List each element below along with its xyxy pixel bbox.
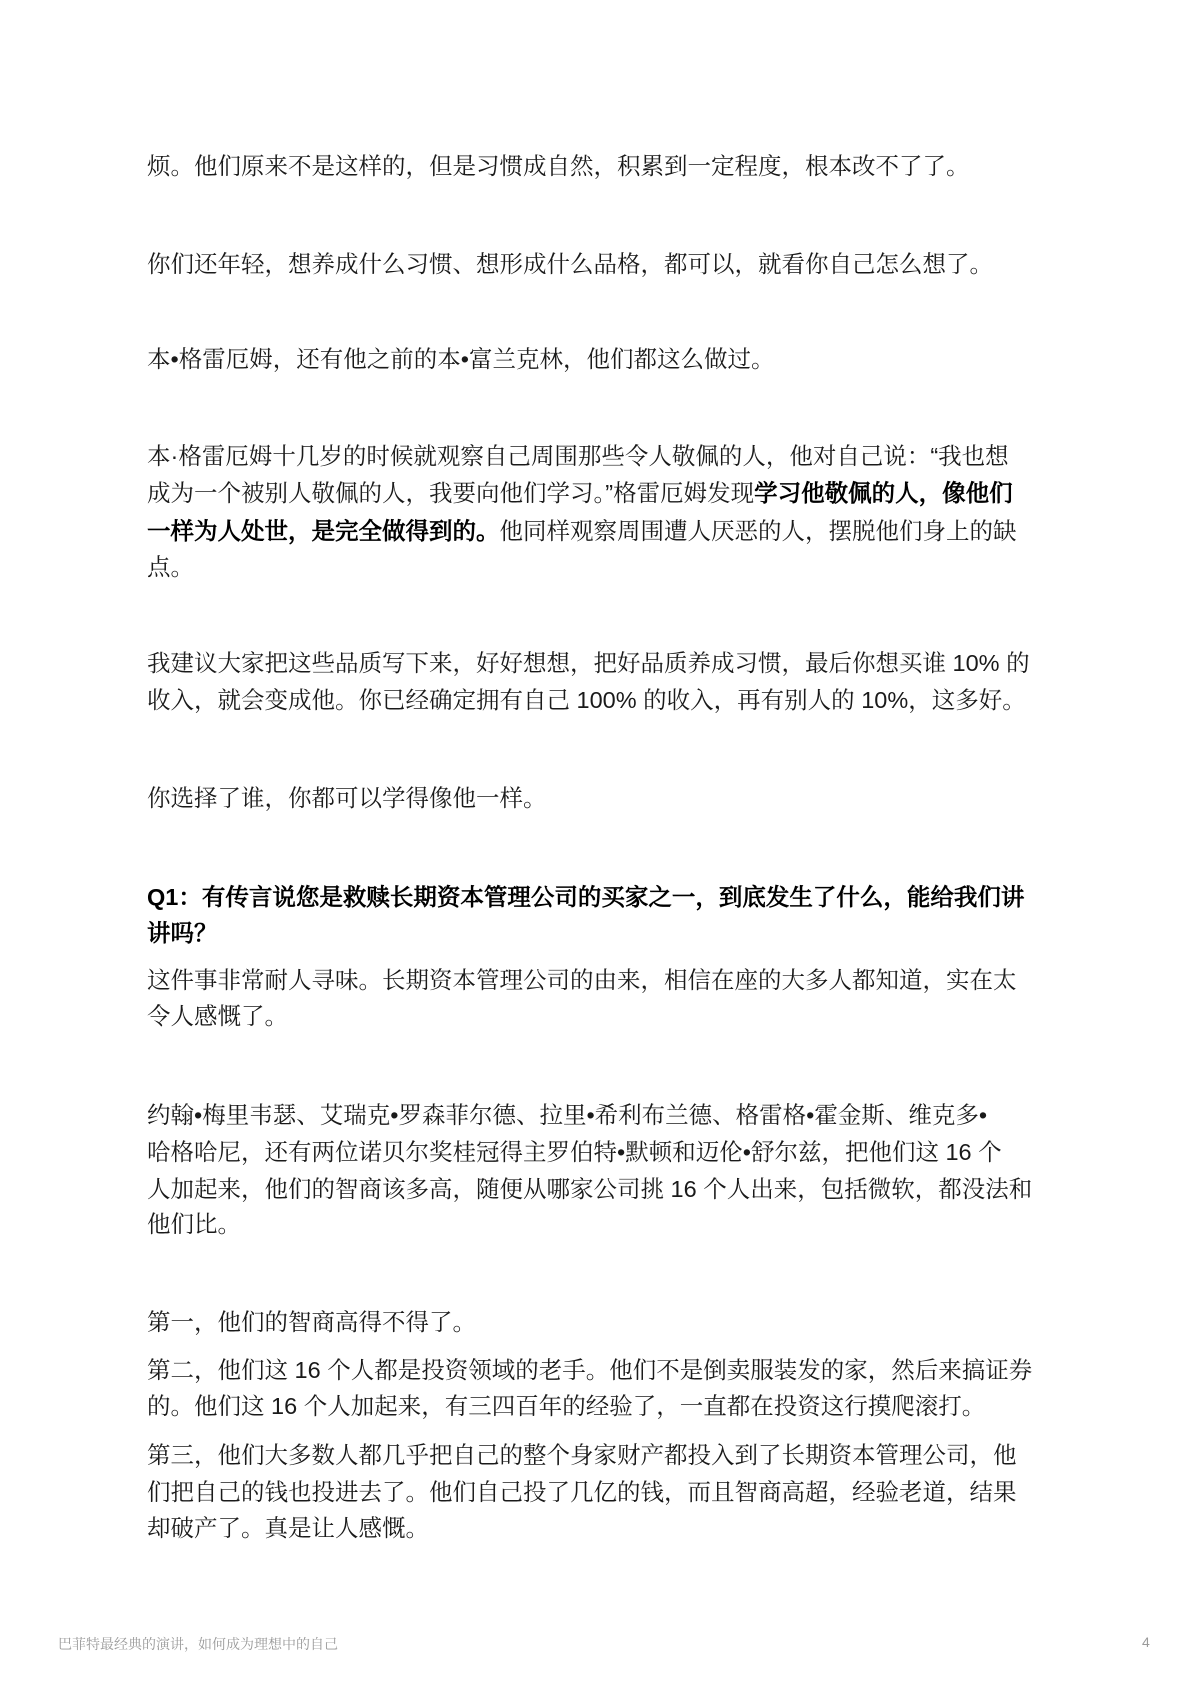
text-run: 第三，他们大多数人都几乎把自己的整个身家财产都投入到了长期资本管理公司，他 (147, 1442, 1017, 1468)
text-line (147, 648, 1030, 678)
text-run: 他们比。 (147, 1211, 241, 1237)
text-line (147, 1355, 1032, 1385)
text-run: 约翰•梅里韦瑟、艾瑞克•罗森菲尔德、拉里•希利布兰德、格雷格•霍金斯、维克多• (147, 1102, 988, 1128)
text-line (147, 441, 1009, 471)
text-run: 人加起来，他们的智商该多高，随便从哪家公司挑 16 个人出来，包括微软，都没法和 (147, 1176, 1033, 1202)
text-line (147, 1513, 429, 1543)
text-line (147, 1001, 288, 1031)
text-line (147, 882, 1024, 912)
text-line (147, 478, 1013, 508)
text-run: 成为一个被别人敬佩的人，我要向他们学习。”格雷厄姆发现 (147, 480, 755, 506)
text-line (147, 1209, 241, 1239)
text-line (147, 151, 970, 181)
bold-text: 讲吗？ (147, 920, 218, 946)
text-line (147, 1137, 1002, 1167)
bold-text: 一样为人处世，是完全做得到的。 (147, 518, 500, 544)
text-line (147, 1477, 1017, 1507)
text-line (147, 249, 993, 279)
text-run: 本·格雷厄姆十几岁的时候就观察自己周围那些令人敬佩的人，他对自己说：“我也想 (147, 443, 1009, 469)
text-line (147, 552, 194, 582)
text-run: 却破产了。真是让人感慨。 (147, 1515, 429, 1541)
text-run: 本•格雷厄姆，还有他之前的本•富兰克林，他们都这么做过。 (147, 346, 775, 372)
text-line (147, 1100, 987, 1130)
text-run: 你选择了谁，你都可以学得像他一样。 (147, 785, 547, 811)
text-line (147, 685, 1026, 715)
text-line (147, 965, 1017, 995)
text-line (147, 918, 218, 948)
text-run: 令人感慨了。 (147, 1003, 288, 1029)
text-run: 们把自己的钱也投进去了。他们自己投了几亿的钱，而且智商高超，经验老道，结果 (147, 1479, 1017, 1505)
text-line (147, 344, 774, 374)
footer-title: 巴菲特最经典的演讲，如何成为理想中的自己 (58, 1636, 338, 1652)
text-run: 我建议大家把这些品质写下来，好好想想，把好品质养成习惯，最后你想买谁 10% 的 (147, 650, 1030, 676)
text-line (147, 516, 1017, 546)
text-run: 哈格哈尼，还有两位诺贝尔奖桂冠得主罗伯特•默顿和迈伦•舒尔兹，把他们这 16 个 (147, 1139, 1002, 1165)
text-run: 第二，他们这 16 个人都是投资领域的老手。他们不是倒卖服装发的家，然后来搞证券 (147, 1357, 1033, 1383)
text-line (147, 1307, 476, 1337)
text-run: 点。 (147, 554, 194, 580)
text-line (147, 1174, 1032, 1204)
text-run: 的。他们这 16 个人加起来，有三四百年的经验了，一直都在投资这行摸爬滚打。 (147, 1393, 986, 1419)
text-run: 他同样观察周围遭人厌恶的人，摆脱他们身上的缺 (499, 518, 1017, 544)
text-line (147, 783, 547, 813)
bold-text: Q1：有传言说您是救赎长期资本管理公司的买家之一，到底发生了什么，能给我们讲 (147, 884, 1025, 910)
text-run: 烦。他们原来不是这样的，但是习惯成自然，积累到一定程度，根本改不了了。 (147, 153, 970, 179)
bold-text: 学习他敬佩的人，像他们 (754, 480, 1013, 506)
text-run: 这件事非常耐人寻味。长期资本管理公司的由来，相信在座的大多人都知道，实在太 (147, 967, 1017, 993)
text-line (147, 1391, 985, 1421)
text-run: 收入，就会变成他。你已经确定拥有自己 100% 的收入，再有别人的 10%，这多好。 (147, 687, 1026, 713)
text-line (147, 1440, 1017, 1470)
text-run: 第一，他们的智商高得不得了。 (147, 1309, 476, 1335)
text-run: 你们还年轻，想养成什么习惯、想形成什么品格，都可以，就看你自己怎么想了。 (147, 251, 993, 277)
page-number: 4 (1142, 1634, 1150, 1650)
